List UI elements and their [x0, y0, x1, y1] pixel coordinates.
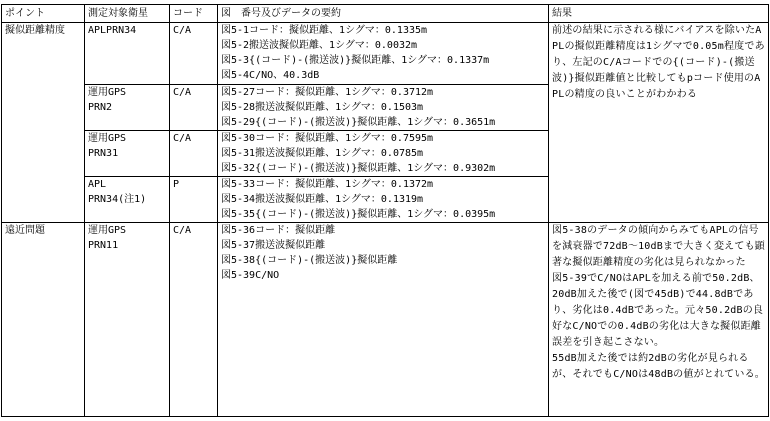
- summary-table: [1, 4, 769, 417]
- point-cell: 遠近問題: [2, 223, 85, 417]
- satellite-cell: [85, 223, 170, 417]
- satellite-line: APLPRN34: [88, 25, 137, 36]
- satellite-cell: [85, 85, 170, 131]
- code-cell: C/A: [170, 23, 218, 85]
- table-row: [2, 223, 769, 417]
- summary-cell: [218, 85, 549, 131]
- satellite-line: PRN31: [88, 148, 119, 159]
- summary-line: 図5-36コード：擬似距離: [221, 225, 336, 236]
- result-cell: 前述の結果に示される様にバイアスを除いたAPLの擬似距離精度は1シグマで0.05m程度であり、左記のC/Aコードでの{(コード)-(搬送波)}擬似距離値と比較してもpコード使用のAPLの精度の良いことがわかわる: [549, 23, 769, 223]
- header-point: ポイント: [2, 5, 85, 23]
- summary-line: 図5-1コード：擬似距離、1シグマ：0.1335m: [221, 25, 428, 36]
- summary-line: 図5-32{(コード)-(搬送波)}擬似距離、1シグマ：0.9302m: [221, 163, 496, 174]
- header-code: コード: [170, 5, 218, 23]
- satellite-line: 運用GPS: [88, 133, 127, 144]
- summary-line: 図5-28搬送波擬似距離、1シグマ：0.1503m: [221, 102, 424, 113]
- summary-line: 図5-30コード：擬似距離、1シグマ：0.7595m: [221, 133, 434, 144]
- summary-line: 図5-35{(コード)-(搬送波)}擬似距離、1シグマ：0.0395m: [221, 209, 496, 220]
- code-cell: C/A: [170, 85, 218, 131]
- point-cell: 擬似距離精度: [2, 23, 85, 223]
- header-row: [2, 5, 769, 23]
- table-row: [2, 23, 769, 85]
- summary-cell: [218, 131, 549, 177]
- summary-line: 図5-2搬送波擬似距離、1シグマ：0.0032m: [221, 40, 418, 51]
- code-cell: C/A: [170, 223, 218, 417]
- satellite-cell: [85, 177, 170, 223]
- summary-cell: [218, 223, 549, 417]
- result-cell: 図5-38のデータの傾向からみてもAPLの信号を減衰器で72dB～10dBまで大きく変えても顕著な擬似距離精度の劣化は見られなかった 図5-39でC/NOはAPLを加える前で50.2dB、20dB加えた後で(図で45dB)で44.8dBであり、劣化は0.4dBであった。元々50.2dBの良好なC/NOでの0.4dBの劣化は大きな擬似距離誤差を引き起こさない。 55dB加えた後では約2dBの劣化が見られるが、それでもC/NOは48dBの値がとれている。: [549, 223, 769, 417]
- summary-line: 図5-33コード：擬似距離、1シグマ：0.1372m: [221, 179, 434, 190]
- satellite-cell: [85, 23, 170, 85]
- summary-cell: [218, 23, 549, 85]
- code-cell: P: [170, 177, 218, 223]
- summary-line: 図5-4C/NO、40.3dB: [221, 70, 320, 81]
- summary-line: 図5-34搬送波擬似距離、1シグマ：0.1319m: [221, 194, 424, 205]
- satellite-line: PRN11: [88, 240, 119, 251]
- summary-line: 図5-37搬送波擬似距離: [221, 240, 326, 251]
- satellite-cell: [85, 131, 170, 177]
- code-cell: C/A: [170, 131, 218, 177]
- summary-line: 図5-31搬送波擬似距離、1シグマ：0.0785m: [221, 148, 424, 159]
- summary-line: 図5-27コード：擬似距離、1シグマ：0.3712m: [221, 87, 434, 98]
- satellite-line: PRN2: [88, 102, 113, 113]
- satellite-line: PRN34(注1): [88, 194, 147, 205]
- summary-line: 図5-29{(コード)-(搬送波)}擬似距離、1シグマ：0.3651m: [221, 117, 496, 128]
- summary-line: 図5-3{(コード)-(搬送波)}擬似距離、1シグマ：0.1337m: [221, 55, 490, 66]
- summary-line: 図5-38{(コード)-(搬送波)}擬似距離: [221, 255, 398, 266]
- summary-cell: [218, 177, 549, 223]
- satellite-line: 運用GPS: [88, 87, 127, 98]
- header-result: 結果: [549, 5, 769, 23]
- header-satellite: 測定対象衛星: [85, 5, 170, 23]
- satellite-line: APL: [88, 179, 107, 190]
- header-summary: 図 番号及びデータの要約: [218, 5, 549, 23]
- satellite-line: 運用GPS: [88, 225, 127, 236]
- summary-line: 図5-39C/NO: [221, 270, 280, 281]
